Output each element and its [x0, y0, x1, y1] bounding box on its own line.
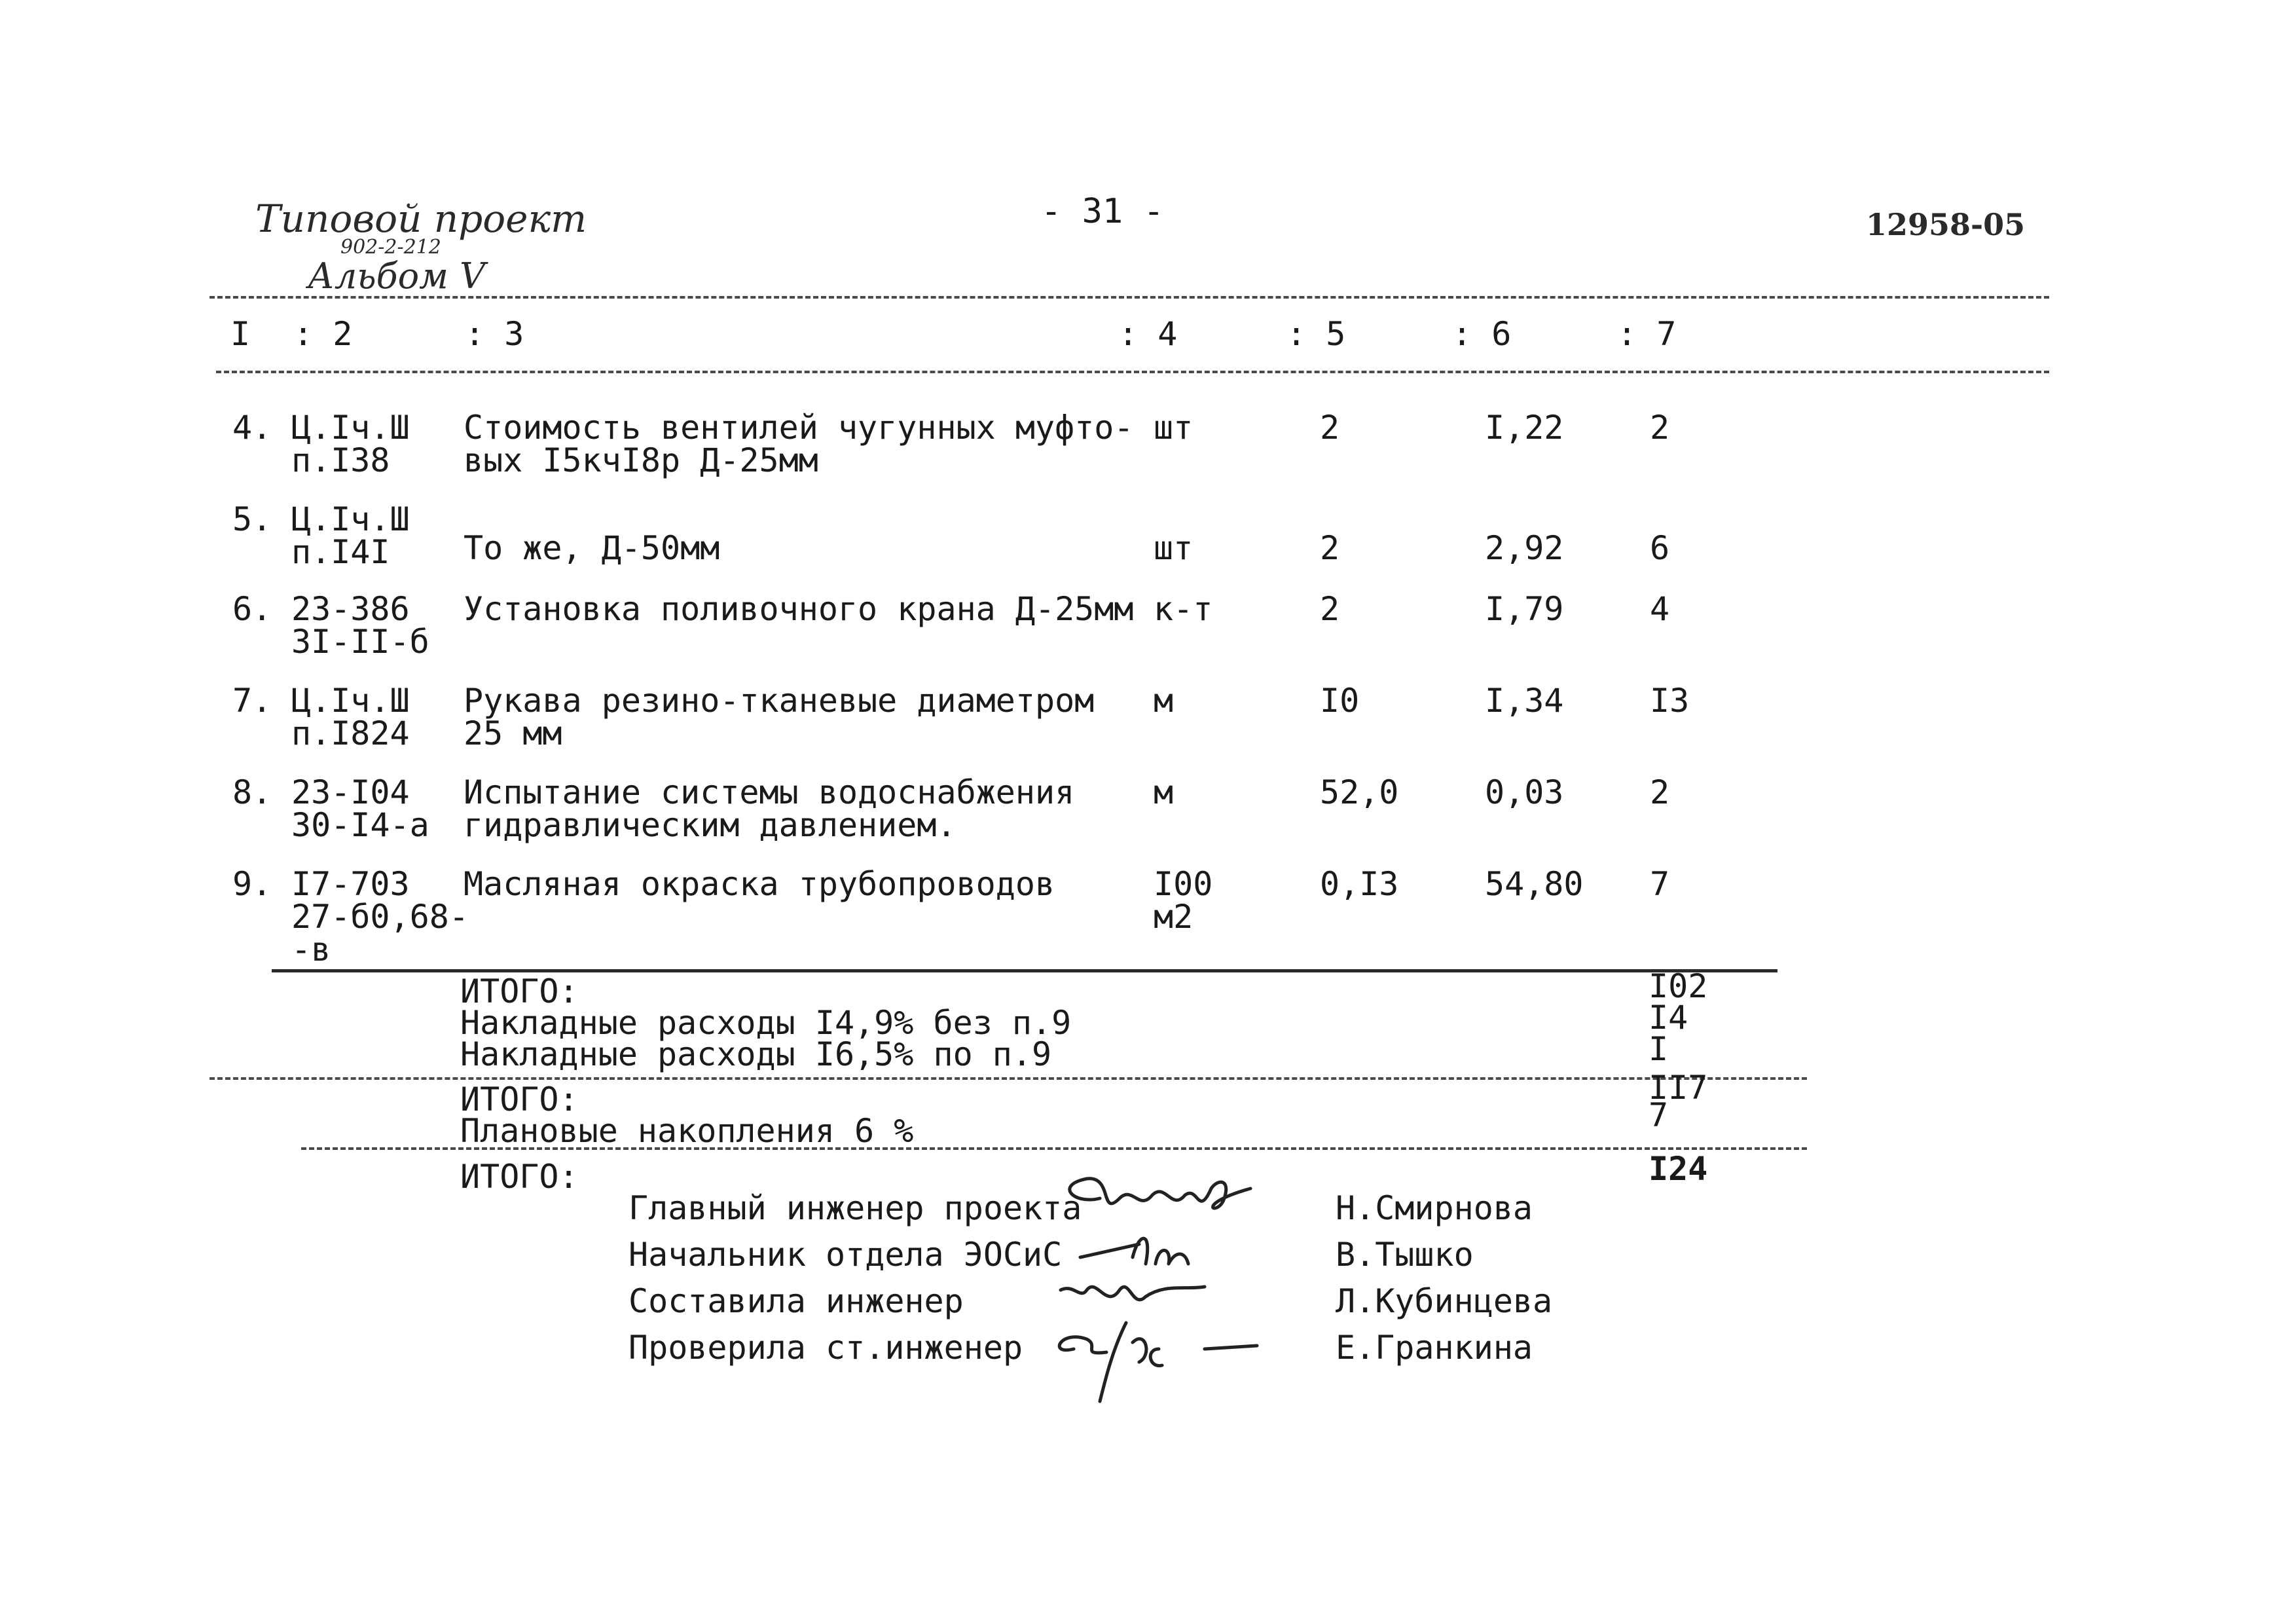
row-total: 4 [1650, 590, 1670, 628]
itogo-2-value: II7 [1649, 1069, 1708, 1107]
row-total: 6 [1650, 529, 1670, 567]
header-top-rule [210, 296, 2049, 299]
signature-role: Начальник отдела ЭОСиС [629, 1236, 1063, 1274]
row-reference: Ц.Iч.Ш [291, 682, 410, 720]
row-description: 25 мм [464, 714, 562, 752]
itogo-3-value: I24 [1649, 1150, 1708, 1188]
column-header-5: : 5 [1286, 315, 1346, 353]
row-total: I3 [1650, 682, 1690, 720]
signature-name: В.Тышко [1336, 1236, 1474, 1274]
signature-name: Н.Смирнова [1336, 1189, 1533, 1227]
row-unit: шт [1154, 409, 1194, 447]
signature-scribble-1 [1070, 1179, 1250, 1208]
overhead-1-label: Накладные расходы I4,9% без п.9 [460, 1004, 1072, 1042]
handwritten-project-code: 902-2-212 [340, 236, 441, 259]
row-reference: 30-I4-а [291, 806, 429, 844]
row-unit: к-т [1154, 590, 1213, 628]
row-quantity: 0,I3 [1320, 865, 1399, 903]
handwritten-signatures [1034, 1159, 1322, 1421]
row-unit: м [1154, 773, 1174, 811]
signature-scribble-4 [1059, 1323, 1257, 1401]
itogo-1-value: I02 [1649, 967, 1708, 1005]
planned-savings-value: 7 [1649, 1096, 1669, 1134]
row-unit: м [1154, 682, 1174, 720]
row-reference: п.I38 [291, 441, 390, 479]
row-price: 2,92 [1485, 529, 1564, 567]
document-code: 12958-05 [1866, 207, 2026, 242]
row-price: I,79 [1485, 590, 1564, 628]
overhead-1-value: I4 [1649, 999, 1688, 1037]
row-reference: 23-I04 [291, 773, 410, 811]
signature-name: Е.Гранкина [1336, 1329, 1533, 1367]
column-header-2: : 2 [293, 315, 353, 353]
row-quantity: I0 [1320, 682, 1360, 720]
row-price: I,22 [1485, 409, 1564, 447]
row-description: Масляная окраска трубопроводов [464, 865, 1055, 903]
totals-rule-3 [301, 1147, 1807, 1150]
column-header-7: : 7 [1617, 315, 1677, 353]
totals-rule-2 [210, 1077, 1807, 1080]
row-unit: шт [1154, 529, 1194, 567]
row-reference: I7-703 [291, 865, 410, 903]
row-description: Стоимость вентилей чугунных муфто- [464, 409, 1134, 447]
row-price: 0,03 [1485, 773, 1564, 811]
signature-role: Составила инженер [629, 1282, 964, 1320]
column-header-3: : 3 [465, 315, 524, 353]
row-reference: 27-б0,68- [291, 898, 469, 936]
signature-role: Главный инженер проекта [629, 1189, 1082, 1227]
row-total: 2 [1650, 773, 1670, 811]
itogo-label: ИТОГО: [460, 972, 579, 1010]
row-reference: п.I824 [291, 714, 410, 752]
row-reference: -в [291, 931, 331, 969]
row-number: 6. [232, 590, 272, 628]
row-description: То же, Д-50мм [464, 529, 720, 567]
row-reference: Ц.Iч.Ш [291, 409, 410, 447]
row-reference: 23-386 [291, 590, 410, 628]
row-quantity: 2 [1320, 529, 1340, 567]
row-reference: 3I-II-б [291, 623, 429, 661]
row-description: вых I5кчI8р Д-25мм [464, 441, 818, 479]
handwritten-title: Типовой проект [255, 196, 587, 241]
row-total: 2 [1650, 409, 1670, 447]
row-reference: Ц.Iч.Ш [291, 500, 410, 538]
planned-savings-label: Плановые накопления 6 % [460, 1112, 914, 1150]
row-price: 54,80 [1485, 865, 1584, 903]
handwritten-album: Альбом V [308, 255, 486, 297]
column-header-1: I [230, 315, 251, 353]
row-number: 4. [232, 409, 272, 447]
column-header-6: : 6 [1452, 315, 1512, 353]
itogo-label: ИТОГО: [460, 1158, 579, 1196]
row-reference: п.I4I [291, 533, 390, 571]
signature-name: Л.Кубинцева [1336, 1282, 1553, 1320]
row-unit: I00 м2 [1154, 865, 1213, 936]
overhead-2-label: Накладные расходы I6,5% по п.9 [460, 1035, 1052, 1073]
row-total: 7 [1650, 865, 1670, 903]
row-quantity: 2 [1320, 409, 1340, 447]
row-quantity: 52,0 [1320, 773, 1399, 811]
row-price: I,34 [1485, 682, 1564, 720]
column-header-4: : 4 [1118, 315, 1178, 353]
itogo-label: ИТОГО: [460, 1080, 579, 1118]
signature-role: Проверила ст.инженер [629, 1329, 1023, 1367]
row-number: 7. [232, 682, 272, 720]
signature-scribble-3 [1061, 1287, 1205, 1300]
row-quantity: 2 [1320, 590, 1340, 628]
row-description: Испытание системы водоснабжения [464, 773, 1075, 811]
row-description: Установка поливочного крана Д-25мм [464, 590, 1134, 628]
page-number: - 31 - [1041, 192, 1164, 231]
row-number: 8. [232, 773, 272, 811]
header-bottom-rule [216, 371, 2049, 373]
row-description: гидравлическим давлением. [464, 806, 957, 844]
row-number: 5. [232, 500, 272, 538]
signature-scribble-2 [1080, 1238, 1188, 1264]
overhead-2-value: I [1649, 1030, 1669, 1068]
row-number: 9. [232, 865, 272, 903]
row-description: Рукава резино-тканевые диаметром [464, 682, 1095, 720]
